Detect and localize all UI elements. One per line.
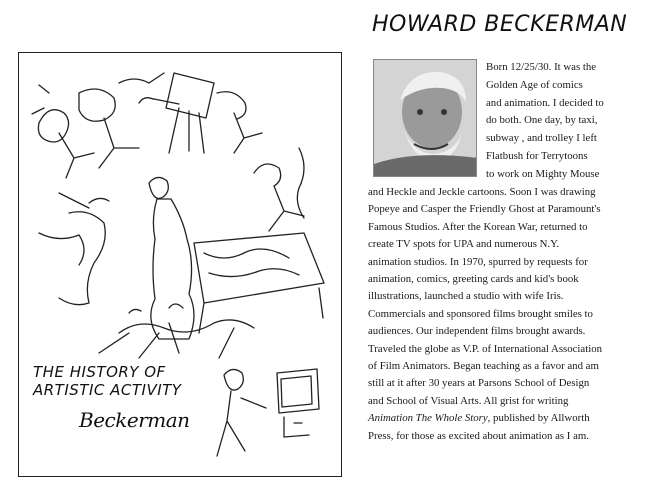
bio-line: Flatbush for Terrytoons [486,149,588,162]
bio-line: do both. One day, by taxi, [486,114,598,127]
bio-line: Popeye and Casper the Friendly Ghost at Paramount's [368,203,601,216]
bio-line: Traveled the globe as V.P. of International Association [368,342,603,355]
cartoon-illustration [18,52,342,477]
bio-line: Press, for those as excited about animation as I am. [368,429,589,442]
bio-line: Born 12/25/30. It was the [486,61,597,73]
artist-signature: Beckerman [79,408,190,432]
bio-line: animation, comics, greeting cards and kid's book [368,273,579,286]
bio-line: still at it after 30 years at Parsons School of Design [368,377,590,390]
author-photo [373,59,477,177]
caption-line-2: ARTISTIC ACTIVITY [33,381,182,399]
portrait-drawing [374,60,477,177]
caption-line-1: THE HISTORY OF [33,363,166,381]
bio-line: to work on Mighty Mouse [486,167,600,180]
bio-line: Golden Age of comics [486,78,583,91]
bio-line: and Heckle and Jeckle cartoons. Soon I was drawing [368,186,596,198]
bio-line-tail: , published by Allworth [487,412,590,425]
bio-line: of Film Animators. Began teaching as a favor and am [368,360,599,373]
cartoon-caption [33,363,253,399]
bio-line: Commercials and sponsored films brought smiles to [368,307,593,320]
bio-line: and School of Visual Arts. All grist for writing [368,394,569,407]
book-title: Animation The Whole Story [368,412,488,425]
bio-body [368,184,640,445]
bio-intro [486,59,636,184]
bio-line: Famous Studios. After the Korean War, returned to [368,220,588,233]
bio-line: audiences. Our independent films brought awards. [368,325,586,338]
author-name: HOWARD BECKERMAN [372,12,628,37]
bio-line: illustrations, launched a studio with wife Iris. [368,290,564,303]
bio-line: create TV spots for UPA and numerous N.Y. [368,238,560,251]
bio-line: and animation. I decided to [486,96,604,109]
bio-line-book [368,410,640,427]
bio-line: animation studios. In 1970, spurred by requests for [368,255,588,268]
bio-line: subway , and trolley I left [486,132,597,145]
